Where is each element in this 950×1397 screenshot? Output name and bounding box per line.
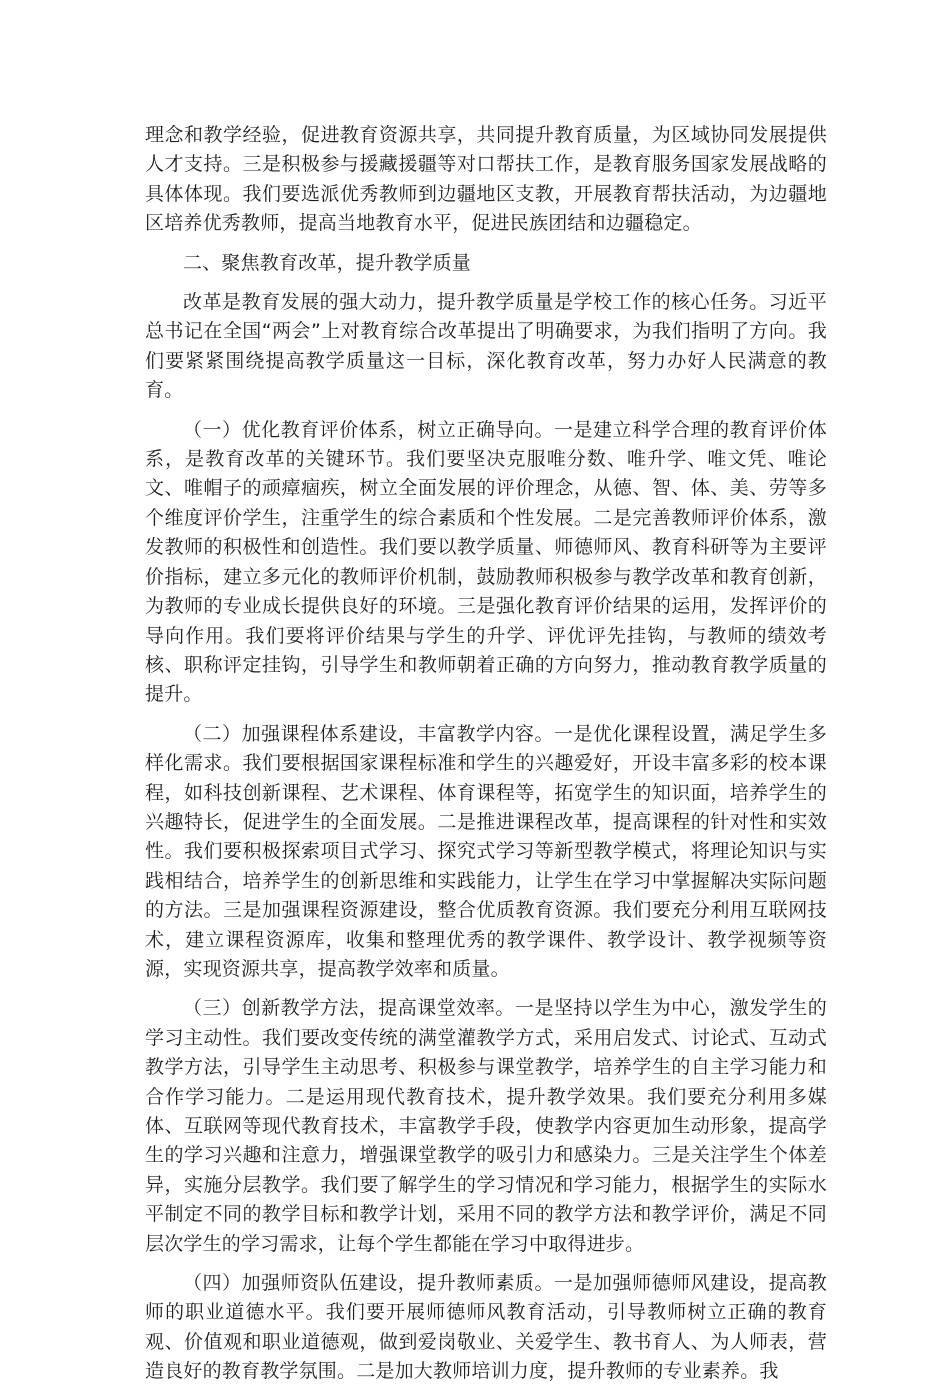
paragraph-intro: 改革是教育发展的强大动力，提升教学质量是学校工作的核心任务。习近平总书记在全国“两会”上对教育综合改革提出了明确要求，为我们指明了方向。我们要紧紧围绕提高教学质量这一目标，深化教育改革，努力办好人民满意的教育。	[145, 291, 827, 402]
document-body	[145, 121, 827, 1397]
paragraph-teaching-methods: （三）创新教学方法，提高课堂效率。一是坚持以学生为中心，激发学生的学习主动性。我们要改变传统的满堂灌教学方式，采用启发式、讨论式、互动式教学方法，引导学生主动思考、积极参与课堂教学，培养学生的自主学习能力和合作学习能力。二是运用现代教育技术，提升教学效果。我们要充分利用多媒体、互联网等现代教育技术，丰富教学手段，使教学内容更加生动形象，提高学生的学习兴趣和注意力，增强课堂教学的吸引力和感染力。三是关注学生个体差异，实施分层教学。我们要了解学生的学习情况和学习能力，根据学生的实际水平制定不同的教学目标和教学计划，采用不同的教学方法和教学评价，满足不同层次学生的学习需求，让每个学生都能在学习中取得进步。	[145, 997, 827, 1255]
paragraph-curriculum-system: （二）加强课程体系建设，丰富教学内容。一是优化课程设置，满足学生多样化需求。我们要根据国家课程标准和学生的兴趣爱好，开设丰富多彩的校本课程，如科技创新课程、艺术课程、体育课程等，拓宽学生的知识面，培养学生的兴趣特长，促进学生的全面发展。二是推进课程改革，提高课程的针对性和实效性。我们要积极探索项目式学习、探究式学习等新型教学模式，将理论知识与实践相结合，培养学生的创新思维和实践能力，让学生在学习中掌握解决实际问题的方法。三是加强课程资源建设，整合优质教育资源。我们要充分利用互联网技术，建立课程资源库，收集和整理优秀的教学课件、教学设计、教学视频等资源，实现资源共享，提高教学效率和质量。	[145, 722, 827, 980]
paragraph-continuation: 理念和教学经验，促进教育资源共享，共同提升教育质量，为区域协同发展提供人才支持。三是积极参与援藏援疆等对口帮扶工作，是教育服务国家发展战略的具体体现。我们要选派优秀教师到边疆地区支教，开展教育帮扶活动，为边疆地区培养优秀教师，提高当地教育水平，促进民族团结和边疆稳定。	[145, 124, 827, 235]
paragraph-evaluation-system: （一）优化教育评价体系，树立正确导向。一是建立科学合理的教育评价体系，是教育改革的关键环节。我们要坚决克服唯分数、唯升学、唯文凭、唯论文、唯帽子的顽瘴痼疾，树立全面发展的评价理念，从德、智、体、美、劳等多个维度评价学生，注重学生的综合素质和个性发展。二是完善教师评价体系，激发教师的积极性和创造性。我们要以教学质量、师德师风、教育科研等为主要评价指标，建立多元化的教师评价机制，鼓励教师积极参与教学改革和教育创新，为教师的专业成长提供良好的环境。三是强化教育评价结果的运用，发挥评价的导向作用。我们要将评价结果与学生的升学、评优评先挂钩，与教师的绩效考核、职称评定挂钩，引导学生和教师朝着正确的方向努力，推动教育教学质量的提升。	[145, 418, 827, 706]
paragraph-teacher-team: （四）加强师资队伍建设，提升教师素质。一是加强师德师风建设，提高教师的职业道德水平。我们要开展师德师风教育活动，引导教师树立正确的教育观、价值观和职业道德观，做到爱岗敬业、关爱学生、教书育人、为人师表，营造良好的教育教学氛围。二是加大教师培训力度，提升教师的专业素养。我	[145, 1272, 827, 1383]
section-heading: 二、聚焦教育改革，提升教学质量	[183, 251, 472, 274]
